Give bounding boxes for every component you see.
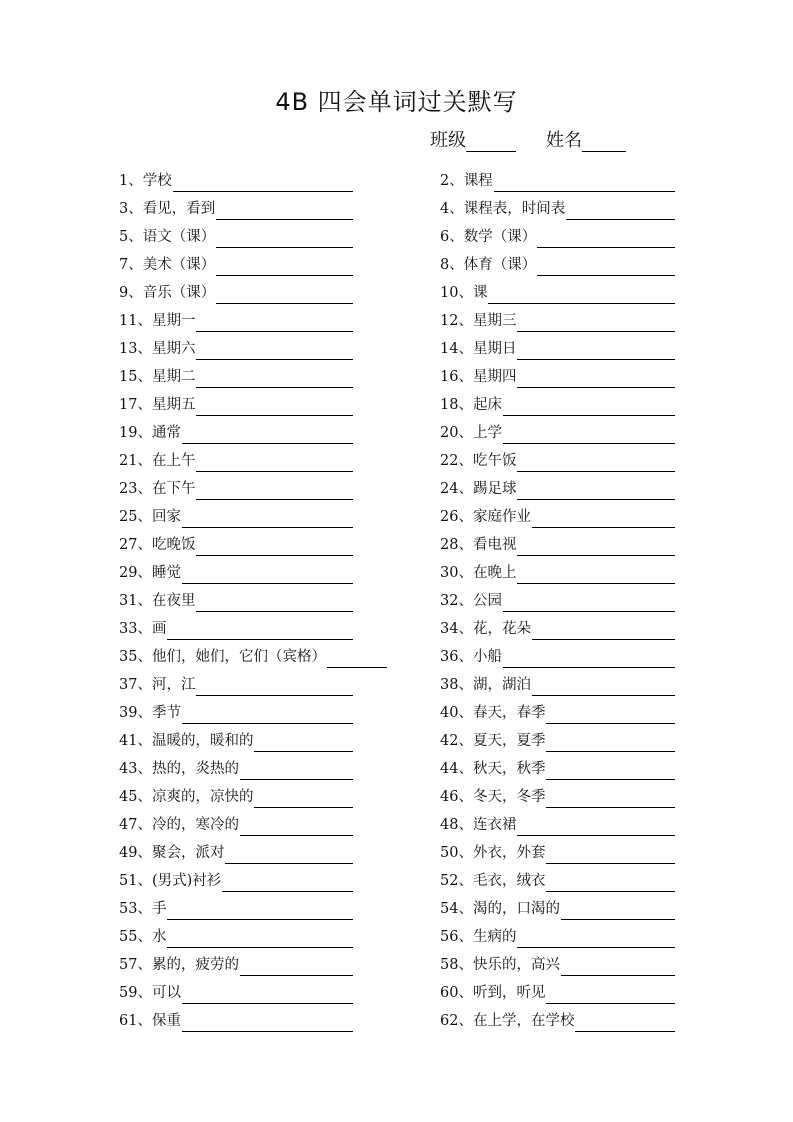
answer-blank[interactable] <box>196 397 353 416</box>
vocab-prompt: 25、回家 <box>119 509 181 525</box>
vocab-item <box>119 388 387 416</box>
answer-blank[interactable] <box>494 173 675 192</box>
answer-blank[interactable] <box>517 565 675 584</box>
vocab-item <box>119 360 387 388</box>
vocab-prompt: 31、在夜里 <box>119 593 196 609</box>
answer-blank[interactable] <box>546 761 675 780</box>
vocab-prompt: 8、体育（课） <box>440 257 537 273</box>
vocab-item <box>440 304 675 332</box>
answer-blank[interactable] <box>561 957 675 976</box>
vocab-prompt: 11、星期一 <box>119 313 196 329</box>
vocab-item <box>119 920 387 948</box>
vocab-item <box>440 920 675 948</box>
vocab-item <box>119 192 387 220</box>
vocab-item <box>440 276 675 304</box>
answer-blank[interactable] <box>216 229 353 248</box>
vocab-item <box>440 500 675 528</box>
answer-blank[interactable] <box>225 845 353 864</box>
vocab-item <box>440 472 675 500</box>
answer-blank[interactable] <box>240 957 353 976</box>
vocab-item <box>440 556 675 584</box>
vocab-prompt: 52、毛衣，绒衣 <box>440 873 546 889</box>
vocab-prompt: 18、起床 <box>440 397 502 413</box>
answer-blank[interactable] <box>182 425 353 444</box>
vocab-prompt: 42、夏天，夏季 <box>440 733 546 749</box>
vocab-prompt: 29、睡觉 <box>119 565 181 581</box>
vocab-prompt: 40、春天，春季 <box>440 705 546 721</box>
vocab-prompt: 48、连衣裙 <box>440 817 517 833</box>
answer-blank[interactable] <box>566 201 675 220</box>
answer-blank[interactable] <box>517 453 675 472</box>
answer-blank[interactable] <box>216 257 353 276</box>
vocab-prompt: 10、课 <box>440 285 488 301</box>
answer-blank[interactable] <box>196 481 353 500</box>
vocab-item <box>119 892 387 920</box>
vocab-item <box>440 332 675 360</box>
vocab-prompt: 23、在下午 <box>119 481 196 497</box>
vocab-item <box>440 1004 675 1032</box>
answer-blank[interactable] <box>196 537 353 556</box>
vocab-prompt: 43、热的，炎热的 <box>119 761 239 777</box>
vocab-prompt: 12、星期三 <box>440 313 517 329</box>
vocab-item <box>440 220 675 248</box>
vocab-item <box>119 976 387 1004</box>
vocab-item <box>440 724 675 752</box>
vocab-prompt: 53、手 <box>119 901 167 917</box>
vocab-item <box>119 612 387 640</box>
vocab-prompt: 51、(男式)衬衫 <box>119 873 222 889</box>
answer-blank[interactable] <box>517 341 675 360</box>
vocab-item <box>440 892 675 920</box>
vocab-item <box>440 668 675 696</box>
vocab-prompt: 44、秋天，秋季 <box>440 761 546 777</box>
left-column <box>119 164 387 1032</box>
vocab-prompt: 56、生病的 <box>440 929 517 945</box>
vocab-item <box>440 780 675 808</box>
vocab-item <box>119 836 387 864</box>
answer-blank[interactable] <box>517 929 675 948</box>
vocab-prompt: 27、吃晚饭 <box>119 537 196 553</box>
vocab-prompt: 54、渴的，口渴的 <box>440 901 560 917</box>
vocab-item <box>440 388 675 416</box>
vocab-item <box>440 360 675 388</box>
answer-blank[interactable] <box>182 1013 353 1032</box>
vocab-prompt: 50、外衣，外套 <box>440 845 546 861</box>
vocab-prompt: 9、音乐（课） <box>119 285 216 301</box>
vocab-prompt: 55、水 <box>119 929 167 945</box>
answer-blank[interactable] <box>546 789 675 808</box>
vocab-prompt: 35、他们，她们，它们（宾格） <box>119 649 326 665</box>
page-title: 4B 四会单词过关默写 <box>275 88 518 116</box>
vocab-prompt: 59、可以 <box>119 985 181 1001</box>
answer-blank[interactable] <box>196 341 353 360</box>
vocab-prompt: 62、在上学，在学校 <box>440 1013 575 1029</box>
answer-blank[interactable] <box>182 509 353 528</box>
vocab-prompt: 1、学校 <box>119 173 172 189</box>
vocab-item <box>119 472 387 500</box>
answer-blank[interactable] <box>503 397 675 416</box>
answer-blank[interactable] <box>173 173 353 192</box>
vocab-item <box>440 696 675 724</box>
vocab-prompt: 60、听到，听见 <box>440 985 546 1001</box>
vocab-prompt: 37、河，江 <box>119 677 196 693</box>
answer-blank[interactable] <box>517 369 675 388</box>
vocab-prompt: 34、花，花朵 <box>440 621 531 637</box>
vocab-prompt: 2、课程 <box>440 173 493 189</box>
vocab-item <box>440 444 675 472</box>
vocab-item <box>119 808 387 836</box>
vocab-item <box>119 220 387 248</box>
vocab-prompt: 3、看见，看到 <box>119 201 216 217</box>
right-column <box>440 164 675 1032</box>
vocab-prompt: 26、家庭作业 <box>440 509 531 525</box>
answer-blank[interactable] <box>517 313 675 332</box>
class-label: 班级 <box>430 130 466 151</box>
vocab-item <box>119 668 387 696</box>
vocab-item <box>119 416 387 444</box>
answer-blank[interactable] <box>503 593 675 612</box>
name-label: 姓名 <box>546 130 582 151</box>
vocab-item <box>119 304 387 332</box>
answer-blank[interactable] <box>216 201 353 220</box>
answer-blank[interactable] <box>517 537 675 556</box>
vocab-prompt: 30、在晚上 <box>440 565 517 581</box>
answer-blank[interactable] <box>182 565 353 584</box>
answer-blank[interactable] <box>254 733 353 752</box>
name-blank[interactable] <box>582 131 626 152</box>
answer-blank[interactable] <box>182 705 353 724</box>
vocab-item <box>119 332 387 360</box>
vocab-item <box>440 192 675 220</box>
vocab-item <box>440 528 675 556</box>
vocab-prompt: 39、季节 <box>119 705 181 721</box>
vocab-prompt: 13、星期六 <box>119 341 196 357</box>
vocab-item <box>119 164 387 192</box>
vocab-item <box>440 752 675 780</box>
vocab-prompt: 14、星期日 <box>440 341 517 357</box>
vocab-prompt: 16、星期四 <box>440 369 517 385</box>
vocab-item <box>440 416 675 444</box>
vocab-prompt: 49、聚会，派对 <box>119 845 225 861</box>
answer-blank[interactable] <box>503 649 675 668</box>
vocab-item <box>440 164 675 192</box>
vocab-item <box>119 752 387 780</box>
vocab-prompt: 19、通常 <box>119 425 181 441</box>
vocab-prompt: 46、冬天，冬季 <box>440 789 546 805</box>
vocab-item <box>119 500 387 528</box>
answer-blank[interactable] <box>561 901 675 920</box>
answer-blank[interactable] <box>167 621 353 640</box>
answer-blank[interactable] <box>327 649 387 668</box>
student-info-line <box>430 126 626 152</box>
vocab-item <box>119 584 387 612</box>
vocab-item <box>440 864 675 892</box>
vocab-prompt: 57、累的，疲劳的 <box>119 957 239 973</box>
vocab-item <box>119 724 387 752</box>
vocab-item <box>440 640 675 668</box>
answer-blank[interactable] <box>546 845 675 864</box>
vocab-item <box>119 276 387 304</box>
answer-blank[interactable] <box>196 677 353 696</box>
vocab-item <box>440 976 675 1004</box>
vocab-prompt: 21、在上午 <box>119 453 196 469</box>
answer-blank[interactable] <box>196 369 353 388</box>
vocab-item <box>440 612 675 640</box>
vocab-prompt: 17、星期五 <box>119 397 196 413</box>
answer-blank[interactable] <box>546 873 675 892</box>
answer-blank[interactable] <box>537 257 675 276</box>
vocab-item <box>119 948 387 976</box>
answer-blank[interactable] <box>532 621 675 640</box>
vocab-prompt: 24、踢足球 <box>440 481 517 497</box>
vocab-prompt: 36、小船 <box>440 649 502 665</box>
vocab-item <box>119 528 387 556</box>
vocab-item <box>119 556 387 584</box>
vocab-prompt: 20、上学 <box>440 425 502 441</box>
answer-blank[interactable] <box>240 761 353 780</box>
vocab-item <box>119 640 387 668</box>
answer-blank[interactable] <box>182 985 353 1004</box>
vocab-prompt: 32、公园 <box>440 593 502 609</box>
answer-blank[interactable] <box>167 901 353 920</box>
class-blank[interactable] <box>466 131 516 152</box>
answer-blank[interactable] <box>222 873 353 892</box>
vocab-prompt: 6、数学（课） <box>440 229 537 245</box>
vocab-prompt: 41、温暖的，暖和的 <box>119 733 254 749</box>
vocab-prompt: 47、冷的，寒冷的 <box>119 817 239 833</box>
answer-blank[interactable] <box>196 453 353 472</box>
answer-blank[interactable] <box>196 313 353 332</box>
answer-blank[interactable] <box>240 817 353 836</box>
answer-blank[interactable] <box>196 593 353 612</box>
vocab-item <box>440 248 675 276</box>
answer-blank[interactable] <box>254 789 353 808</box>
vocab-item <box>440 808 675 836</box>
vocab-item <box>440 584 675 612</box>
vocab-item <box>119 696 387 724</box>
answer-blank[interactable] <box>503 425 675 444</box>
answer-blank[interactable] <box>216 285 353 304</box>
vocab-prompt: 33、画 <box>119 621 167 637</box>
answer-blank[interactable] <box>517 481 675 500</box>
vocab-item <box>119 444 387 472</box>
answer-blank[interactable] <box>537 229 675 248</box>
vocab-prompt: 15、星期二 <box>119 369 196 385</box>
answer-blank[interactable] <box>546 733 675 752</box>
vocab-item <box>440 836 675 864</box>
vocab-prompt: 22、吃午饭 <box>440 453 517 469</box>
vocab-prompt: 7、美术（课） <box>119 257 216 273</box>
vocab-item <box>119 1004 387 1032</box>
answer-blank[interactable] <box>167 929 353 948</box>
vocab-item <box>119 864 387 892</box>
answer-blank[interactable] <box>575 1013 675 1032</box>
vocab-prompt: 61、保重 <box>119 1013 181 1029</box>
answer-blank[interactable] <box>532 509 675 528</box>
answer-blank[interactable] <box>517 817 675 836</box>
vocab-prompt: 38、湖，湖泊 <box>440 677 531 693</box>
vocab-prompt: 4、课程表，时间表 <box>440 201 566 217</box>
vocab-item <box>119 780 387 808</box>
answer-blank[interactable] <box>488 285 675 304</box>
vocab-prompt: 45、凉爽的，凉快的 <box>119 789 254 805</box>
vocab-item <box>119 248 387 276</box>
vocab-prompt: 5、语文（课） <box>119 229 216 245</box>
vocab-item <box>440 948 675 976</box>
answer-blank[interactable] <box>546 705 675 724</box>
vocab-prompt: 28、看电视 <box>440 537 517 553</box>
answer-blank[interactable] <box>532 677 675 696</box>
vocab-prompt: 58、快乐的，高兴 <box>440 957 560 973</box>
answer-blank[interactable] <box>546 985 675 1004</box>
